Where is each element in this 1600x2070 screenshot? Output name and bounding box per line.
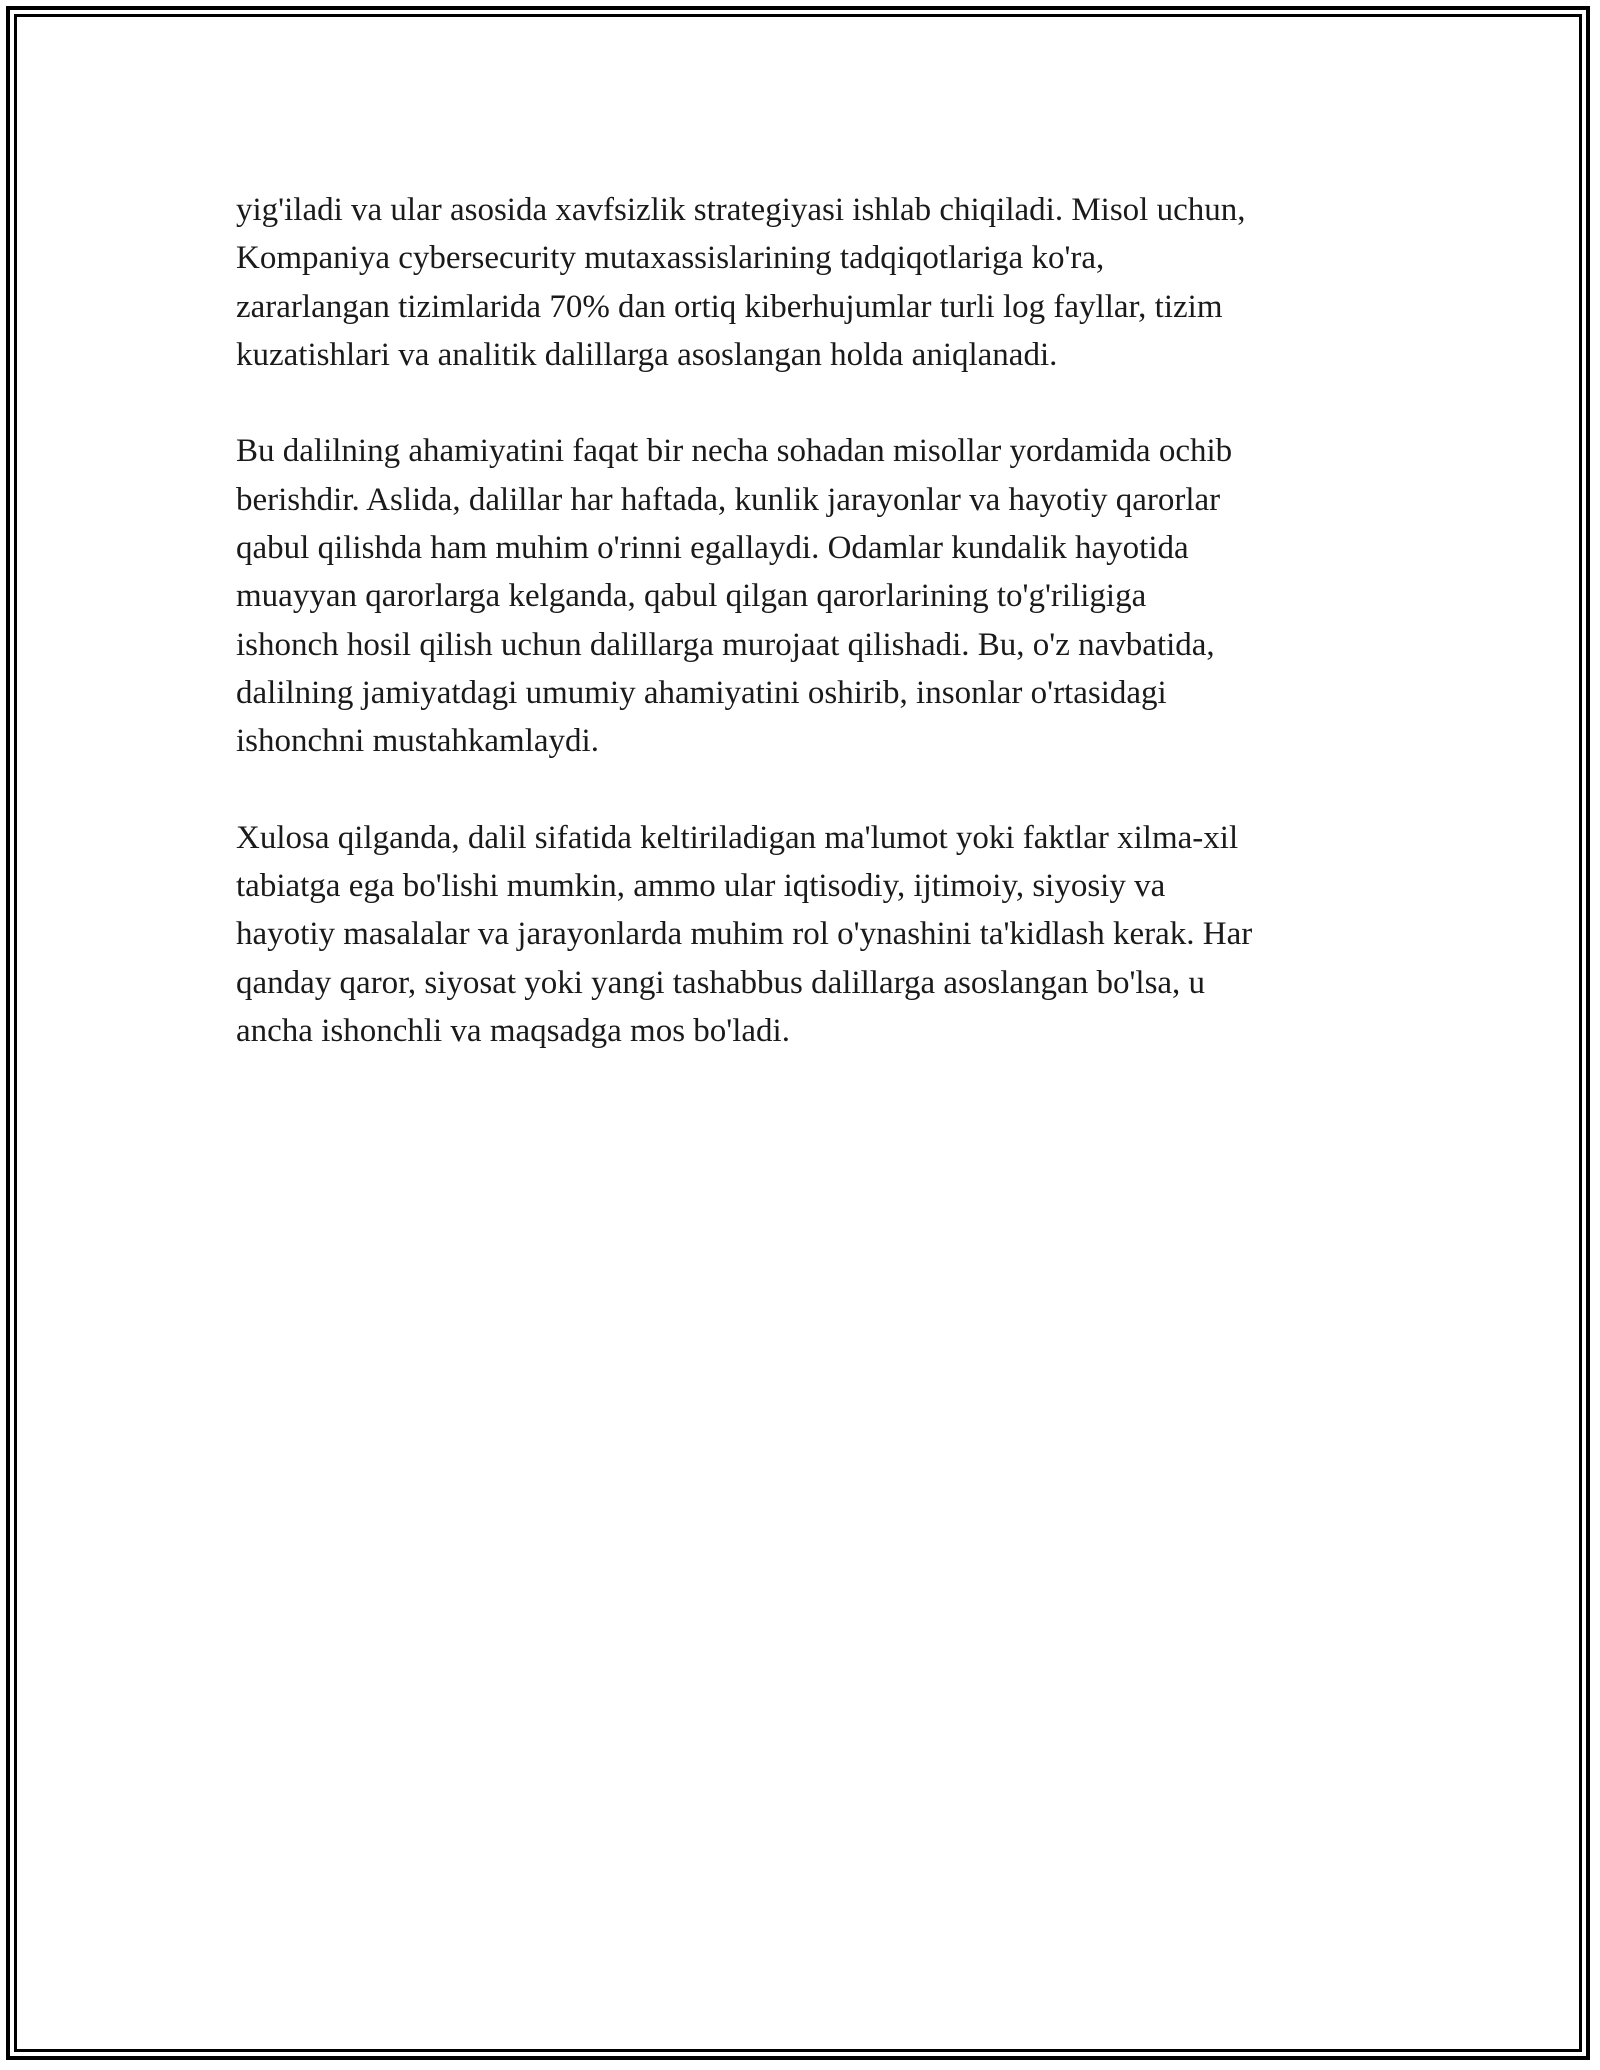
paragraph-line: dalilning jamiyatdagi umumiy ahamiyatini oshirib, insonlar o'rtasidagi [236, 674, 1167, 711]
paragraph-line: zararlangan tizimlarida 70% dan ortiq kiberhujumlar turli log fayllar, tizim [236, 288, 1223, 325]
paragraph-line: tabiatga ega bo'lishi mumkin, ammo ular iqtisodiy, ijtimoiy, siyosiy va [236, 868, 1166, 905]
paragraph-1 [236, 186, 1376, 379]
paragraph-line: ancha ishonchli va maqsadga mos bo'ladi. [236, 1013, 790, 1050]
paragraph-line: Kompaniya cybersecurity mutaxassislarining tadqiqotlariga ko'ra, [236, 240, 1105, 277]
paragraph-line: ishonch hosil qilish uchun dalillarga murojaat qilishadi. Bu, o'z navbatida, [236, 626, 1215, 663]
paragraph-2 [236, 427, 1376, 765]
paragraph-line: qanday qaror, siyosat yoki yangi tashabbus dalillarga asoslangan bo'lsa, u [236, 964, 1206, 1001]
paragraph-line: qabul qilishda ham muhim o'rinni egallaydi. Odamlar kundalik hayotida [236, 530, 1189, 567]
paragraph-line: hayotiy masalalar va jarayonlarda muhim rol o'ynashini ta'kidlash kerak. Har [236, 916, 1253, 953]
paragraph-line: kuzatishlari va analitik dalillarga asoslangan holda aniqlanadi. [236, 336, 1058, 373]
paragraph-line: berishdir. Aslida, dalillar har haftada, kunlik jarayonlar va hayotiy qarorlar [236, 481, 1221, 518]
paragraph-line: Xulosa qilganda, dalil sifatida keltiriladigan ma'lumot yoki faktlar xilma-xil [236, 819, 1239, 856]
paragraph-3 [236, 814, 1376, 1055]
paragraph-line: Bu dalilning ahamiyatini faqat bir necha sohadan misollar yordamida ochib [236, 433, 1233, 470]
document-body [236, 186, 1376, 1104]
paragraph-line: yig'iladi va ular asosida xavfsizlik strategiyasi ishlab chiqiladi. Misol uchun, [236, 192, 1246, 228]
paragraph-line: ishonchni mustahkamlaydi. [236, 723, 599, 760]
paragraph-line: muayyan qarorlarga kelganda, qabul qilgan qarorlarining to'g'riligiga [236, 578, 1147, 615]
